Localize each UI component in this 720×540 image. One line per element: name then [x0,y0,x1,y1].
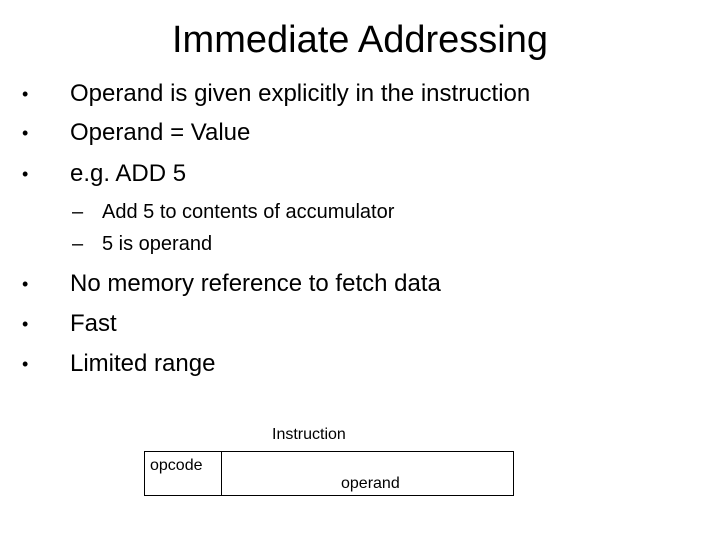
bullet-dot: • [22,354,29,374]
slide-title: Immediate Addressing [172,19,548,61]
bullet-text: e.g. ADD 5 [70,160,187,187]
sub-bullet-item [72,199,394,225]
bullet-text: Limited range [70,350,216,377]
sub-bullet-text: 5 is operand [102,233,213,255]
opcode-field: opcode [150,457,203,474]
sub-bullet-dash: – [72,201,84,223]
bullet-text: Fast [70,310,117,337]
bullet-item [22,309,117,339]
sub-bullet-dash: – [72,233,84,255]
operand-field: operand [341,475,400,492]
bullet-dot: • [22,84,29,104]
bullet-item [22,79,530,109]
bullet-item [22,118,250,148]
bullet-dot: • [22,123,29,143]
bullet-text: Operand is given explicitly in the instruction [70,80,531,107]
bullet-dot: • [22,314,29,334]
bullet-item [22,269,441,299]
instruction-diagram-label: Instruction [272,426,346,443]
bullet-text: Operand = Value [70,119,251,146]
bullet-item [22,349,215,379]
bullet-item [22,159,186,189]
bullet-text: No memory reference to fetch data [70,270,441,297]
sub-bullet-text: Add 5 to contents of accumulator [102,201,395,223]
instruction-format-box [144,451,514,496]
field-divider [221,452,222,495]
sub-bullet-item [72,231,212,257]
bullet-dot: • [22,274,29,294]
bullet-dot: • [22,164,29,184]
